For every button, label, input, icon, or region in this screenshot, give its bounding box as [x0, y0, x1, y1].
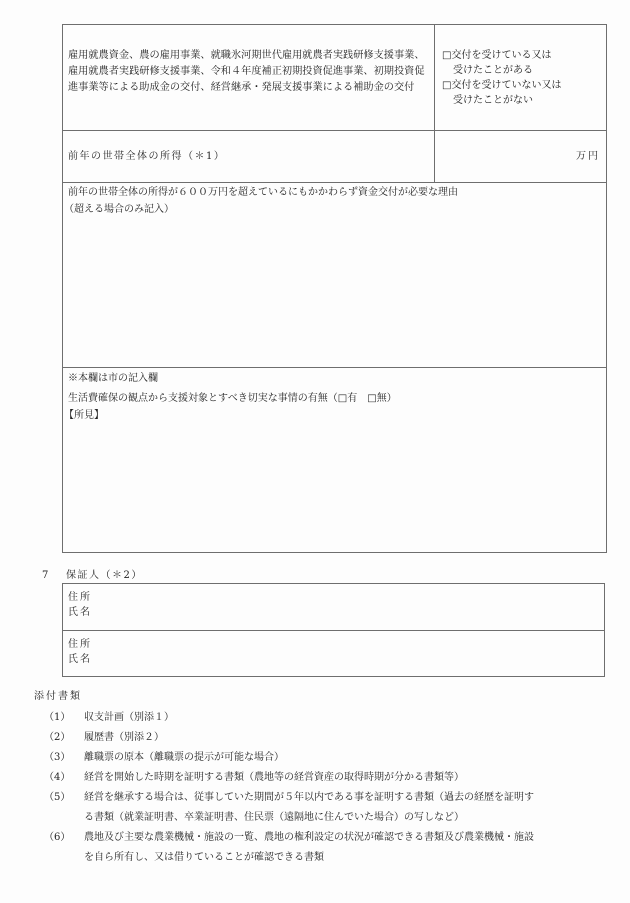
guarantor-divider: [62, 630, 605, 631]
attachments-title: 添付書類: [34, 691, 82, 702]
reason-input-area[interactable]: [64, 222, 604, 364]
household-income-label: 前年の世帯全体の所得（＊1）: [68, 151, 226, 162]
guarantor-title: 保証人（＊2）: [66, 570, 143, 581]
address-label: 住所: [68, 592, 92, 603]
option-label-line1: 交付を受けていない又は: [451, 80, 562, 91]
option-label-line2: 受けたことがある: [453, 65, 533, 76]
row-divider-2: [62, 182, 607, 183]
checkbox-icon[interactable]: □: [442, 50, 452, 61]
column-divider: [434, 24, 435, 183]
row-divider-3: [62, 367, 607, 368]
city-use-only-label: ※本欄は市の記入欄: [68, 373, 158, 384]
income-unit: 万円: [576, 151, 600, 162]
guarantor-entry-2[interactable]: [68, 637, 598, 673]
section-number: 7: [42, 570, 49, 581]
subsidy-history-description: 雇用就農資金、農の雇用事業、就職氷河期世代雇用就農者実践研修支援事業、雇用就農者実践研修支援事業、令和４年度補正初期投資促進事業、初期投資促進事業等による助成金の交付、経営継承・発展支援事業による補助金の交付: [68, 50, 425, 93]
checkbox-icon[interactable]: □: [442, 80, 452, 91]
name-label: 氏名: [68, 607, 92, 618]
living-expense-circumstance-question: 生活費確保の観点から支援対象とすべき切実な事情の有無（□有 □無）: [68, 393, 397, 404]
address-label: 住所: [68, 639, 92, 650]
option-label-line1: 交付を受けている又は: [451, 50, 552, 61]
reason-note: （超える場合のみ記入）: [64, 204, 174, 215]
name-label: 氏名: [68, 654, 92, 665]
reason-label: 前年の世帯全体の所得が６００万円を超えているにもかかわらず資金交付が必要な理由: [68, 187, 458, 198]
option-label-line2: 受けたことがない: [453, 95, 533, 106]
row-divider-1: [62, 130, 607, 131]
findings-label: 【所見】: [64, 410, 104, 421]
guarantor-entry-1[interactable]: [68, 590, 598, 626]
